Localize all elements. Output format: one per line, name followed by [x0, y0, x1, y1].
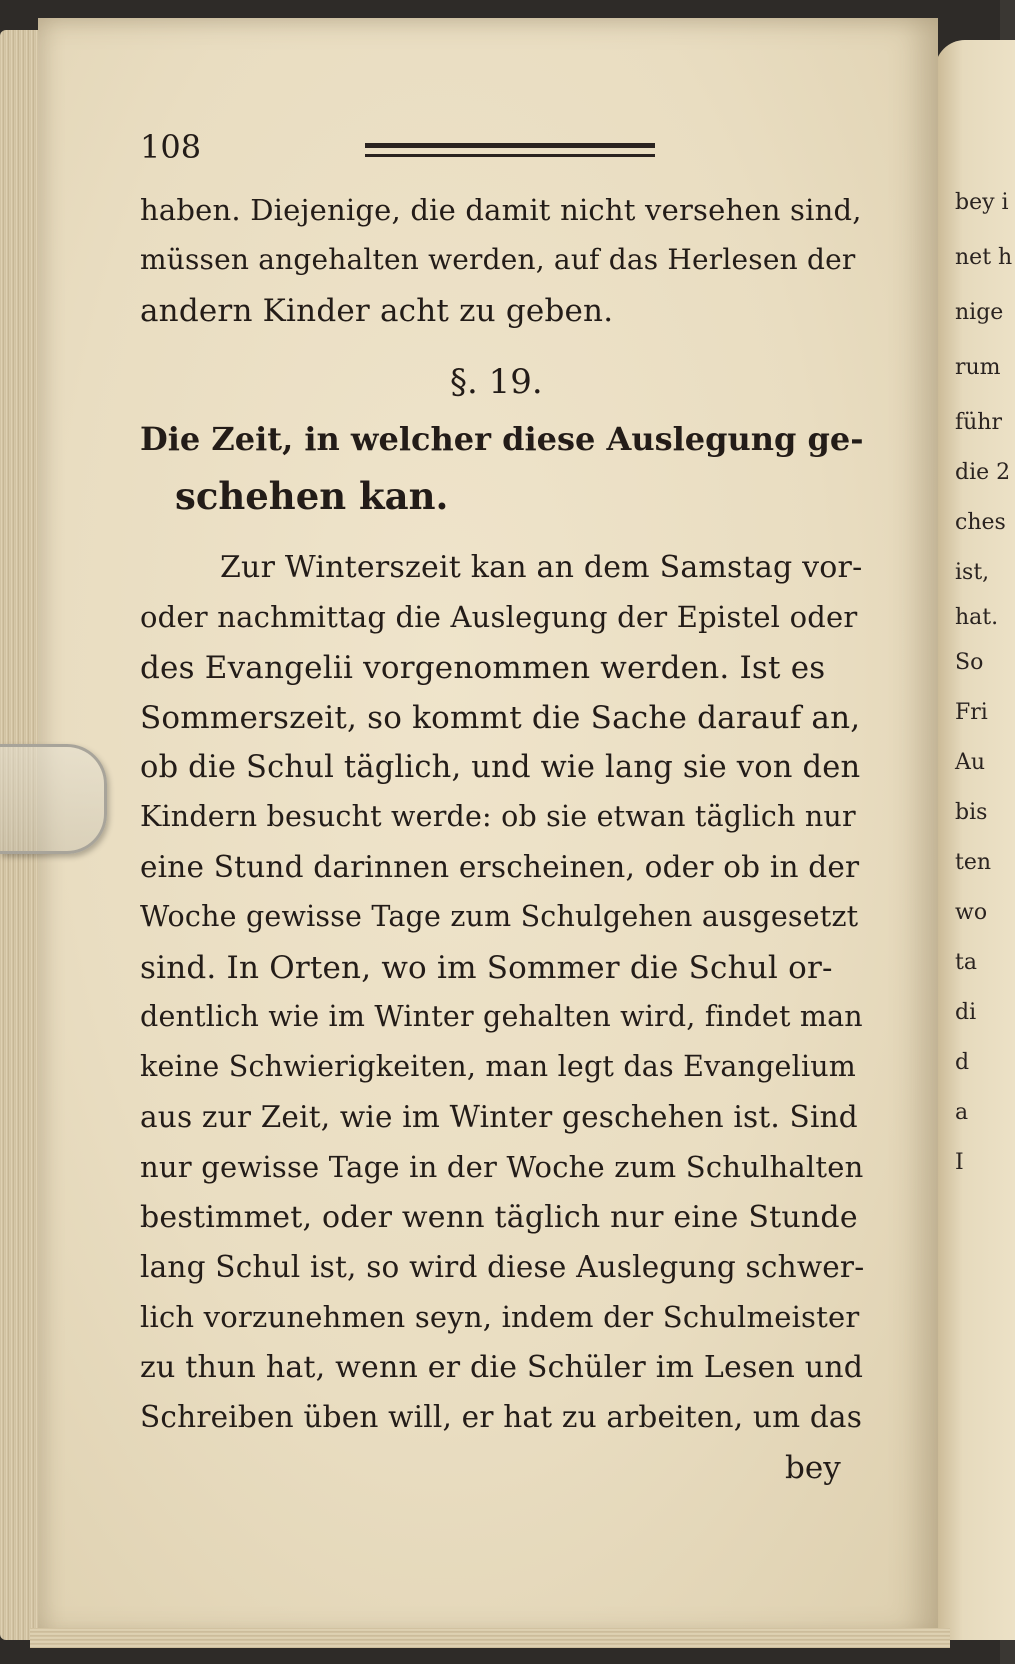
- facing-page-fragment: bey i: [955, 190, 1009, 215]
- facing-page-fragment: Fri: [955, 700, 988, 725]
- facing-page-fragment: ist,: [955, 560, 990, 585]
- page-number: 108: [140, 128, 202, 166]
- paragraph-line: Sommerszeit, so kommt die Sache darauf an,: [140, 700, 861, 736]
- facing-page-fragment: rum: [955, 355, 1001, 380]
- facing-page-fragment: So: [955, 650, 984, 675]
- paragraph-line: zu thun hat, wenn er die Schüler im Lesen und: [140, 1350, 864, 1385]
- facing-page-fragment: führ: [955, 410, 1002, 435]
- paragraph-line: Kindern besucht werde: ob sie etwan täglich nur: [140, 800, 856, 833]
- body-line: müssen angehalten werden, auf das Herlesen der: [140, 243, 856, 276]
- paragraph-line: Woche gewisse Tage zum Schulgehen ausgesetzt: [140, 900, 859, 933]
- facing-page-fragment: di: [955, 1000, 977, 1025]
- paragraph-line: Zur Winterszeit kan an dem Samstag vor-: [220, 550, 863, 585]
- facing-page-fragment: ches: [955, 510, 1006, 535]
- facing-page-fragment: net h: [955, 245, 1013, 270]
- paragraph-line: lang Schul ist, so wird diese Auslegung schwer-: [140, 1250, 865, 1284]
- facing-page-fragment: ta: [955, 950, 977, 975]
- header-rule: [365, 143, 655, 148]
- paragraph-line: Schreiben üben will, er hat zu arbeiten, um das: [140, 1400, 863, 1434]
- paragraph-line: nur gewisse Tage in der Woche zum Schulhalten: [140, 1150, 864, 1184]
- facing-page-edge: [935, 40, 1015, 1640]
- facing-page-fragment: I: [955, 1150, 964, 1175]
- facing-page-fragment: hat.: [955, 605, 999, 630]
- facing-page-fragment: d: [955, 1050, 970, 1075]
- paragraph-line: des Evangelii vorgenommen werden. Ist es: [140, 650, 826, 686]
- facing-page-fragment: wo: [955, 900, 988, 925]
- paragraph-line: keine Schwierigkeiten, man legt das Evangelium: [140, 1050, 857, 1083]
- body-line: andern Kinder acht zu geben.: [140, 293, 614, 329]
- facing-page-fragment: Au: [955, 750, 986, 775]
- catchword: bey: [785, 1450, 841, 1486]
- paragraph-line: dentlich wie im Winter gehalten wird, findet man: [140, 1000, 863, 1033]
- section-heading: Die Zeit, in welcher diese Auslegung ge-: [140, 420, 864, 458]
- header-rule: [365, 154, 655, 157]
- paragraph-line: aus zur Zeit, wie im Winter geschehen ist. Sind: [140, 1100, 858, 1134]
- section-heading: schehen kan.: [175, 474, 449, 518]
- facing-page-fragment: bis: [955, 800, 988, 825]
- body-line: haben. Diejenige, die damit nicht versehen sind,: [140, 193, 862, 227]
- paragraph-line: bestimmet, oder wenn täglich nur eine Stunde: [140, 1200, 858, 1235]
- page-bottom-edges: [30, 1628, 950, 1648]
- facing-page-fragment: a: [955, 1100, 969, 1125]
- paragraph-line: ob die Schul täglich, und wie lang sie von den: [140, 750, 861, 785]
- paragraph-line: oder nachmittag die Auslegung der Epistel oder: [140, 600, 858, 634]
- section-number: §. 19.: [450, 362, 543, 402]
- facing-page-fragment: die 2: [955, 460, 1011, 485]
- facing-page-fragment: ten: [955, 850, 992, 875]
- paragraph-line: lich vorzunehmen seyn, indem der Schulmeister: [140, 1300, 860, 1334]
- paragraph-line: eine Stund darinnen erscheinen, oder ob in der: [140, 850, 860, 884]
- bookmark-clip: [0, 744, 107, 854]
- paragraph-line: sind. In Orten, wo im Sommer die Schul or-: [140, 950, 833, 986]
- facing-page-fragment: nige: [955, 300, 1004, 325]
